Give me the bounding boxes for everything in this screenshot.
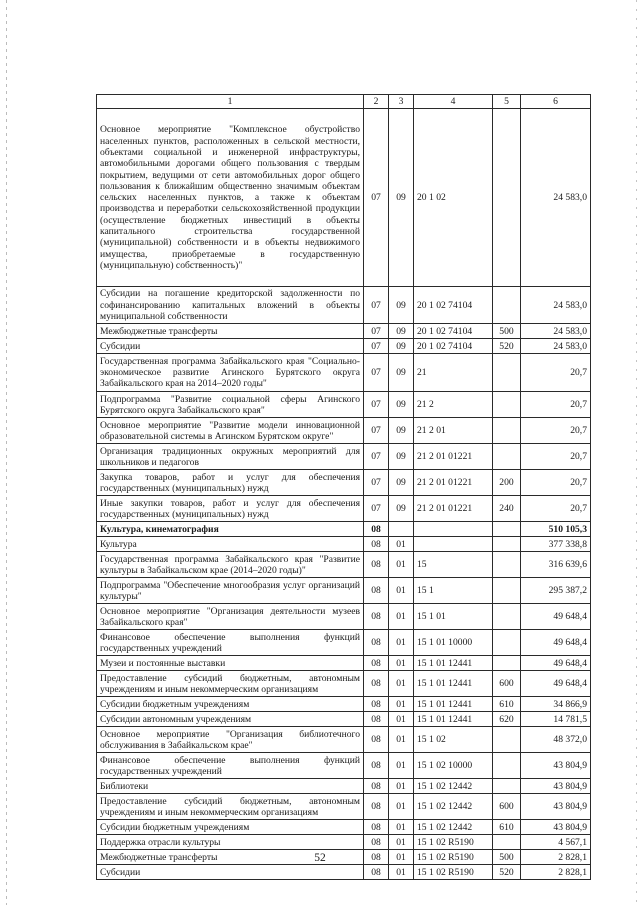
row-amount-cell: 295 387,2 <box>521 578 591 604</box>
row-expense-type-cell <box>493 354 521 392</box>
row-name-cell: Основное мероприятие "Организация библиотечного обслуживания в Забайкальском крае" <box>97 727 364 753</box>
row-expense-type-cell: 600 <box>493 794 521 820</box>
row-section-cell: 08 <box>364 850 389 865</box>
row-name-cell: Финансовое обеспечение выполнения функций государственных учреждений <box>97 630 364 656</box>
row-name-cell: Культура <box>97 537 364 552</box>
table-row <box>97 820 591 835</box>
row-amount-cell: 20,7 <box>521 470 591 496</box>
row-expense-type-cell: 520 <box>493 339 521 354</box>
row-amount-cell: 20,7 <box>521 444 591 470</box>
row-expense-type-cell <box>493 753 521 779</box>
row-name-cell: Государственная программа Забайкальского края "Развитие культуры в Забайкальском крае (2014–2020 годы)" <box>97 552 364 578</box>
row-expense-type-cell: 520 <box>493 865 521 880</box>
row-amount-cell: 510 105,3 <box>521 522 591 537</box>
row-amount-cell: 20,7 <box>521 496 591 522</box>
row-expense-type-cell: 200 <box>493 470 521 496</box>
row-expense-type-cell: 600 <box>493 671 521 697</box>
row-name-cell: Подпрограмма "Обеспечение многообразия услуг организаций культуры" <box>97 578 364 604</box>
row-subsection-cell: 09 <box>389 324 414 339</box>
row-subsection-cell: 01 <box>389 552 414 578</box>
row-name-cell: Межбюджетные трансферты <box>97 324 364 339</box>
row-target-article-cell: 15 1 02 12442 <box>414 820 493 835</box>
table-row <box>97 522 591 537</box>
row-name-cell: Субсидии <box>97 339 364 354</box>
scan-edge-right <box>636 0 637 905</box>
row-name-cell: Закупка товаров, работ и услуг для обеспечения государственных (муниципальных) нужд <box>97 470 364 496</box>
row-amount-cell: 24 583,0 <box>521 109 591 287</box>
header-col-2: 2 <box>364 95 389 109</box>
row-amount-cell: 24 583,0 <box>521 339 591 354</box>
row-section-cell: 08 <box>364 779 389 794</box>
row-section-cell: 08 <box>364 865 389 880</box>
row-target-article-cell: 15 1 02 12442 <box>414 794 493 820</box>
row-amount-cell: 43 804,9 <box>521 820 591 835</box>
table-header-row <box>97 95 591 109</box>
table-row <box>97 287 591 324</box>
row-amount-cell: 49 648,4 <box>521 671 591 697</box>
row-amount-cell: 43 804,9 <box>521 779 591 794</box>
table-row <box>97 470 591 496</box>
row-subsection-cell: 01 <box>389 727 414 753</box>
row-expense-type-cell <box>493 418 521 444</box>
row-expense-type-cell <box>493 779 521 794</box>
row-name-cell: Музеи и постоянные выставки <box>97 656 364 671</box>
row-target-article-cell: 15 1 02 10000 <box>414 753 493 779</box>
row-target-article-cell: 15 1 02 <box>414 727 493 753</box>
row-target-article-cell: 15 1 01 <box>414 604 493 630</box>
row-section-cell: 08 <box>364 727 389 753</box>
row-amount-cell: 4 567,1 <box>521 835 591 850</box>
budget-table <box>96 94 591 880</box>
row-expense-type-cell <box>493 630 521 656</box>
row-section-cell: 07 <box>364 470 389 496</box>
row-subsection-cell: 09 <box>389 444 414 470</box>
row-target-article-cell: 21 <box>414 354 493 392</box>
table-row <box>97 697 591 712</box>
table-row <box>97 604 591 630</box>
row-target-article-cell <box>414 537 493 552</box>
row-target-article-cell: 15 1 02 12442 <box>414 779 493 794</box>
row-subsection-cell: 01 <box>389 578 414 604</box>
row-expense-type-cell <box>493 444 521 470</box>
row-target-article-cell: 15 1 02 R5190 <box>414 835 493 850</box>
budget-table-body <box>97 95 591 880</box>
row-subsection-cell: 09 <box>389 354 414 392</box>
row-target-article-cell: 15 1 01 10000 <box>414 630 493 656</box>
table-row <box>97 779 591 794</box>
row-target-article-cell: 20 1 02 <box>414 109 493 287</box>
row-target-article-cell: 15 <box>414 552 493 578</box>
table-row <box>97 109 591 287</box>
row-section-cell: 07 <box>364 496 389 522</box>
table-row <box>97 865 591 880</box>
table-row <box>97 354 591 392</box>
table-row <box>97 324 591 339</box>
row-target-article-cell: 20 1 02 74104 <box>414 287 493 324</box>
row-amount-cell: 377 338,8 <box>521 537 591 552</box>
row-name-cell: Предоставление субсидий бюджетным, автономным учреждениям и иным некоммерческим организациям <box>97 671 364 697</box>
row-name-cell: Государственная программа Забайкальского края "Социально-экономическое развитие Агинского Бурятского округа Забайкальского края на 2014–2020 годы" <box>97 354 364 392</box>
row-target-article-cell: 21 2 <box>414 392 493 418</box>
row-subsection-cell: 01 <box>389 630 414 656</box>
row-amount-cell: 20,7 <box>521 392 591 418</box>
row-name-cell: Субсидии на погашение кредиторской задолженности по софинансированию капитальных вложений в объекты муниципальной собственности <box>97 287 364 324</box>
row-name-cell: Межбюджетные трансферты <box>97 850 364 865</box>
table-row <box>97 630 591 656</box>
row-amount-cell: 14 781,5 <box>521 712 591 727</box>
row-section-cell: 07 <box>364 339 389 354</box>
row-amount-cell: 43 804,9 <box>521 794 591 820</box>
row-target-article-cell: 20 1 02 74104 <box>414 339 493 354</box>
row-subsection-cell: 09 <box>389 392 414 418</box>
row-section-cell: 08 <box>364 671 389 697</box>
row-name-cell: Предоставление субсидий бюджетным, автономным учреждениям и иным некоммерческим организациям <box>97 794 364 820</box>
row-target-article-cell <box>414 522 493 537</box>
row-target-article-cell: 15 1 01 12441 <box>414 712 493 727</box>
row-expense-type-cell <box>493 552 521 578</box>
row-amount-cell: 49 648,4 <box>521 630 591 656</box>
table-row <box>97 656 591 671</box>
table-row <box>97 794 591 820</box>
row-section-cell: 08 <box>364 820 389 835</box>
row-amount-cell: 20,7 <box>521 418 591 444</box>
header-col-5: 5 <box>493 95 521 109</box>
table-row <box>97 712 591 727</box>
row-section-cell: 08 <box>364 630 389 656</box>
table-row <box>97 671 591 697</box>
table-row <box>97 753 591 779</box>
row-target-article-cell: 21 2 01 01221 <box>414 470 493 496</box>
row-subsection-cell: 01 <box>389 656 414 671</box>
row-name-cell: Иные закупки товаров, работ и услуг для обеспечения государственных (муниципальных) нужд <box>97 496 364 522</box>
row-section-cell: 07 <box>364 287 389 324</box>
row-expense-type-cell: 620 <box>493 712 521 727</box>
row-subsection-cell: 01 <box>389 604 414 630</box>
row-amount-cell: 2 828,1 <box>521 865 591 880</box>
table-row <box>97 835 591 850</box>
row-target-article-cell: 15 1 01 12441 <box>414 697 493 712</box>
row-subsection-cell: 09 <box>389 109 414 287</box>
table-row <box>97 537 591 552</box>
row-target-article-cell: 15 1 02 R5190 <box>414 850 493 865</box>
row-target-article-cell: 21 2 01 01221 <box>414 496 493 522</box>
row-subsection-cell: 01 <box>389 835 414 850</box>
row-expense-type-cell: 240 <box>493 496 521 522</box>
table-row <box>97 552 591 578</box>
row-subsection-cell: 01 <box>389 712 414 727</box>
header-col-6: 6 <box>521 95 591 109</box>
row-target-article-cell: 20 1 02 74104 <box>414 324 493 339</box>
row-subsection-cell: 01 <box>389 671 414 697</box>
row-expense-type-cell <box>493 578 521 604</box>
row-amount-cell: 34 866,9 <box>521 697 591 712</box>
page-number: 52 <box>314 852 326 864</box>
row-section-cell: 08 <box>364 794 389 820</box>
row-section-cell: 07 <box>364 324 389 339</box>
row-subsection-cell: 09 <box>389 496 414 522</box>
row-target-article-cell: 15 1 02 R5190 <box>414 865 493 880</box>
row-target-article-cell: 21 2 01 01221 <box>414 444 493 470</box>
row-subsection-cell <box>389 522 414 537</box>
table-row <box>97 392 591 418</box>
row-name-cell: Основное мероприятие "Развитие модели инновационной образовательной системы в Агинском Бурятском округе" <box>97 418 364 444</box>
row-target-article-cell: 21 2 01 <box>414 418 493 444</box>
row-target-article-cell: 15 1 01 12441 <box>414 671 493 697</box>
row-name-cell: Финансовое обеспечение выполнения функций государственных учреждений <box>97 753 364 779</box>
row-section-cell: 08 <box>364 656 389 671</box>
row-section-cell: 08 <box>364 697 389 712</box>
row-expense-type-cell: 500 <box>493 324 521 339</box>
row-section-cell: 08 <box>364 578 389 604</box>
row-name-cell: Субсидии бюджетным учреждениям <box>97 697 364 712</box>
row-amount-cell: 24 583,0 <box>521 287 591 324</box>
row-name-cell: Поддержка отрасли культуры <box>97 835 364 850</box>
table-row <box>97 496 591 522</box>
row-amount-cell: 49 648,4 <box>521 656 591 671</box>
header-col-4: 4 <box>414 95 493 109</box>
table-row <box>97 444 591 470</box>
row-subsection-cell: 09 <box>389 470 414 496</box>
row-section-cell: 07 <box>364 418 389 444</box>
row-amount-cell: 43 804,9 <box>521 753 591 779</box>
row-expense-type-cell: 610 <box>493 697 521 712</box>
header-col-3: 3 <box>389 95 414 109</box>
row-amount-cell: 24 583,0 <box>521 324 591 339</box>
header-col-1: 1 <box>97 95 364 109</box>
table-row <box>97 727 591 753</box>
row-expense-type-cell: 610 <box>493 820 521 835</box>
row-subsection-cell: 01 <box>389 865 414 880</box>
row-amount-cell: 2 828,1 <box>521 850 591 865</box>
row-expense-type-cell <box>493 537 521 552</box>
row-name-cell: Субсидии бюджетным учреждениям <box>97 820 364 835</box>
row-section-cell: 08 <box>364 604 389 630</box>
table-row <box>97 418 591 444</box>
row-amount-cell: 20,7 <box>521 354 591 392</box>
row-amount-cell: 49 648,4 <box>521 604 591 630</box>
table-row <box>97 578 591 604</box>
row-subsection-cell: 09 <box>389 339 414 354</box>
row-section-cell: 07 <box>364 444 389 470</box>
row-section-cell: 08 <box>364 537 389 552</box>
row-name-cell: Культура, кинематография <box>97 522 364 537</box>
row-expense-type-cell <box>493 727 521 753</box>
scan-edge-left <box>6 0 7 905</box>
row-expense-type-cell <box>493 656 521 671</box>
row-subsection-cell: 01 <box>389 753 414 779</box>
row-section-cell: 08 <box>364 835 389 850</box>
row-expense-type-cell <box>493 604 521 630</box>
row-expense-type-cell <box>493 835 521 850</box>
row-name-cell: Организация традиционных окружных мероприятий для школьников и педагогов <box>97 444 364 470</box>
row-target-article-cell: 15 1 01 12441 <box>414 656 493 671</box>
row-subsection-cell: 01 <box>389 794 414 820</box>
row-expense-type-cell <box>493 392 521 418</box>
row-subsection-cell: 09 <box>389 287 414 324</box>
row-target-article-cell: 15 1 <box>414 578 493 604</box>
row-expense-type-cell <box>493 522 521 537</box>
row-subsection-cell: 01 <box>389 850 414 865</box>
row-subsection-cell: 09 <box>389 418 414 444</box>
row-name-cell: Библиотеки <box>97 779 364 794</box>
row-name-cell: Основное мероприятие "Организация деятельности музеев Забайкальского края" <box>97 604 364 630</box>
row-expense-type-cell <box>493 109 521 287</box>
row-name-cell: Субсидии автономным учреждениям <box>97 712 364 727</box>
row-subsection-cell: 01 <box>389 820 414 835</box>
row-section-cell: 07 <box>364 109 389 287</box>
row-name-cell: Подпрограмма "Развитие социальной сферы Агинского Бурятского округа Забайкальского края" <box>97 392 364 418</box>
row-section-cell: 08 <box>364 712 389 727</box>
row-name-cell: Субсидии <box>97 865 364 880</box>
row-amount-cell: 48 372,0 <box>521 727 591 753</box>
row-subsection-cell: 01 <box>389 779 414 794</box>
row-subsection-cell: 01 <box>389 697 414 712</box>
row-section-cell: 08 <box>364 522 389 537</box>
row-subsection-cell: 01 <box>389 537 414 552</box>
table-row <box>97 339 591 354</box>
row-name-cell: Основное мероприятие "Комплексное обустройство населенных пунктов, расположенных в сельской местности, объектами социальной и инженерной инфраструктуры, автомобильными дорогами общего пользования с твердым покрытием, ведущими от сети автомобильных дорог общего пользования к ближайшим общественно значимым объектам сельских населенных пунктов, а также к объектам производства и переработки сельскохозяйственной продукции (осуществление бюджетных инвестиций в объекты капитального строительства государственной (муниципальной) собственности и в объекты недвижимого имущества, приобретаемые в государственную (муниципальную) собственность)" <box>97 109 364 287</box>
row-section-cell: 07 <box>364 392 389 418</box>
row-section-cell: 07 <box>364 354 389 392</box>
row-amount-cell: 316 639,6 <box>521 552 591 578</box>
row-section-cell: 08 <box>364 753 389 779</box>
row-expense-type-cell: 500 <box>493 850 521 865</box>
row-expense-type-cell <box>493 287 521 324</box>
row-section-cell: 08 <box>364 552 389 578</box>
